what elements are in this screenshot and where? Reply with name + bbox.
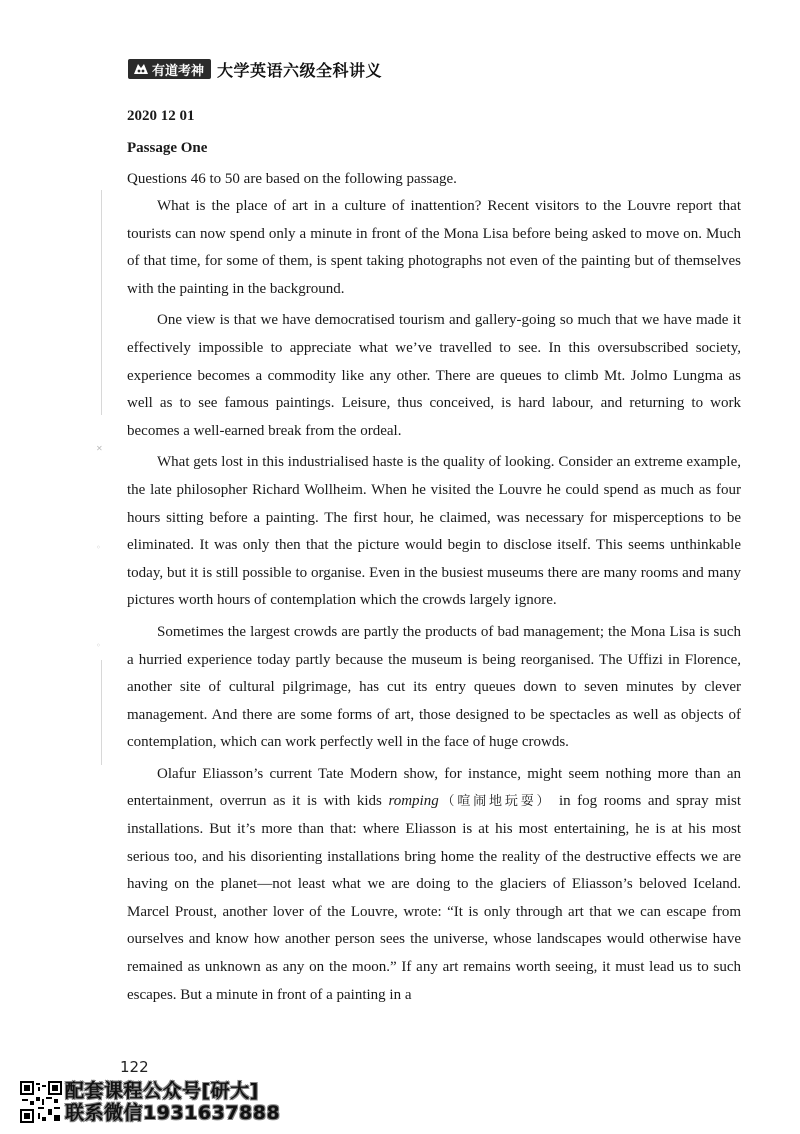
qr-code-icon[interactable] <box>20 1081 62 1123</box>
margin-rule <box>101 190 102 415</box>
vocab-term: romping <box>388 793 439 810</box>
promo-line-2: 联系微信1931637888 <box>65 1102 281 1124</box>
book-title: 大学英语六级全科讲义 <box>217 60 383 80</box>
paragraph-5-end: in fog rooms and spray mist installations. But it’s more than that: where Eliasson is at his most entertaining, he is at his most serious too, and his disorienting installations bring home the reality of the destructive effects we are having on the planet—not least what we are doing to the glaciers of Eliasson’s beloved Iceland. Marcel Proust, another lover of the Louvre, wrote: “It is only through art that we can escape from ourselves and know how another person sees the universe, whose landscapes would otherwise have remained as unknown as any on the moon.” If any art remains worth seeing, it must lead us to such escapes. But a minute in front of a painting in a <box>127 793 741 1003</box>
book-header <box>128 58 382 80</box>
margin-mark: ◦ <box>96 543 101 552</box>
paragraph-3: What gets lost in this industrialised haste is the quality of looking. Consider an extreme example, the late philosopher Richard Wollheim. When he visited the Louvre he could spend as much as four hours sitting before a painting. The first hour, he claimed, was necessary for misperceptions to be eliminated. It was only then that the picture would begin to disclose itself. This seems unthinkable today, but it is still possible to organise. Even in the busiest museums there are many rooms and many pictures worth hours of contemplation which the crowds largely ignore. <box>127 454 741 609</box>
margin-rule <box>101 660 102 765</box>
passage-title: Passage One <box>127 140 208 156</box>
publisher-logo <box>128 59 211 79</box>
margin-mark: ✕ <box>96 444 103 453</box>
passage-content <box>127 100 741 1009</box>
paragraph-5-start: Olafur Eliasson’s current Tate Modern show, for instance, might seem nothing more than an entertainment, overrun as it is with kids <box>127 765 741 810</box>
page-number: 122 <box>120 1058 149 1076</box>
chinese-gloss: （喧闹地玩耍） <box>438 794 553 810</box>
logo-text: 有道考神 <box>152 63 205 79</box>
footer-promo <box>20 1080 280 1124</box>
margin-mark: ◦ <box>96 641 101 650</box>
paragraph-4: Sometimes the largest crowds are partly the products of bad management; the Mona Lisa is such a hurried experience today partly because the museum is being reorganised. The Uffizi in Florence, another site of cultural pilgrimage, has cut its entry queues down to seven minutes by clever management. And there are some forms of art, those designed to be spectacles as well as objects of contemplation, which can work perfectly well in the face of huge crowds. <box>127 623 741 751</box>
owl-logo-icon <box>133 62 149 76</box>
paragraph-2: One view is that we have democratised tourism and gallery-going so much that we have made it effectively impossible to appreciate what we’ve travelled to see. In this oversubscribed society, experience becomes a commodity like any other. There are queues to climb Mt. Jolmo Lungma as well as to see famous paintings. Leisure, thus conceived, is hard labour, and returning to work becomes a well-earned break from the ordeal. <box>127 312 741 439</box>
paragraph-5 <box>127 761 741 1009</box>
paragraph-1: What is the place of art in a culture of inattention? Recent visitors to the Louvre report that tourists can now spend only a minute in front of the Mona Lisa before being asked to move on. Much of that time, for some of them, is spent taking photographs not even of the painting but of themselves with the painting in the background. <box>127 198 741 297</box>
promo-text <box>65 1080 280 1124</box>
exam-date: 2020 12 01 <box>127 108 195 124</box>
promo-line-1: 配套课程公众号[研大] <box>65 1080 259 1102</box>
passage-instruction: Questions 46 to 50 are based on the following passage. <box>127 171 457 187</box>
